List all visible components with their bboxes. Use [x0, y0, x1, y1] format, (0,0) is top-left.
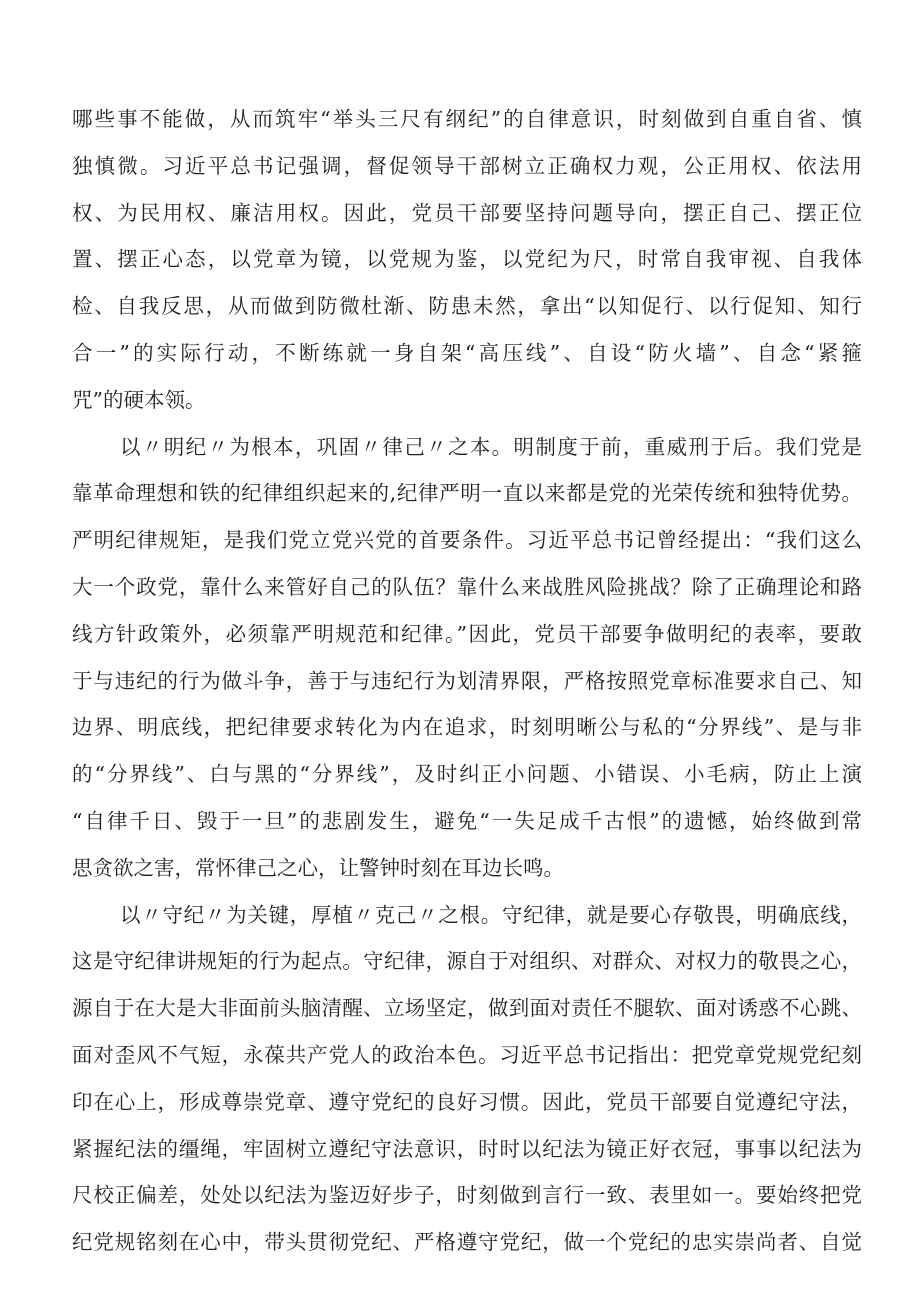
- paragraph-2-line-7: 边界、明底线，把纪律要求转化为内在追求，时刻明晰公与私的“分界线”、是与非: [72, 715, 862, 740]
- paragraph-3-line-2: 这是守纪律讲规矩的行为起点。守纪律，源自于对组织、对群众、对权力的敬畏之心，: [72, 949, 862, 974]
- paragraph-1-line-1: 哪些事不能做，从而筑牢“举头三尺有纲纪”的自律意识，时刻做到自重自省、慎: [72, 107, 862, 131]
- paragraph-3-line-1: 以〃守纪〃为关键，厚植〃克己〃之根。守纪律，就是要心存敬畏，明确底线，: [120, 902, 862, 927]
- paragraph-3-line-3: 源自于在大是大非面前头脑清醒、立场坚定，做到面对责任不腿软、面对诱惑不心跳、: [72, 996, 862, 1021]
- paragraph-2-line-5: 线方针政策外，必须靠严明规范和纪律。”因此，党员干部要争做明纪的表率，要敢: [72, 621, 862, 646]
- paragraph-2-line-1: 以〃明纪〃为根本，巩固〃律己〃之本。明制度于前，重威刑于后。我们党是: [120, 434, 862, 459]
- paragraph-1-line-5: 检、自我反思，从而做到防微杜渐、防患未然，拿出“以知促行、以行促知、知行: [72, 294, 862, 319]
- paragraph-2-line-4: 大一个政党，靠什么来管好自己的队伍？靠什么来战胜风险挑战？除了正确理论和路: [72, 574, 862, 599]
- paragraph-2-line-2: 靠革命理想和铁的纪律组织起来的,纪律严明一直以来都是党的光荣传统和独特优势。: [72, 481, 862, 506]
- document-body: [72, 96, 862, 1266]
- paragraph-2-line-6: 于与违纪的行为做斗争，善于与违纪行为划清界限，严格按照党章标准要求自己、知: [72, 668, 862, 693]
- paragraph-3-line-6: 紧握纪法的缰绳，牢固树立遵纪守法意识，时时以纪法为镜正好衣冠，事事以纪法为: [72, 1136, 862, 1161]
- paragraph-1-line-7: 咒”的硬本领。: [72, 387, 206, 412]
- paragraph-3-line-5: 印在心上，形成尊崇党章、遵守党纪的良好习惯。因此，党员干部要自觉遵纪守法，: [72, 1089, 862, 1114]
- paragraph-1-line-6: 合一”的实际行动，不断练就一身自架“高压线”、自设“防火墙”、自念“紧箍: [72, 340, 862, 365]
- paragraph-1-line-2: 独慎微。习近平总书记强调，督促领导干部树立正确权力观，公正用权、依法用: [72, 153, 862, 178]
- paragraph-2-line-10: 思贪欲之害，常怀律己之心，让警钟时刻在耳边长鸣。: [72, 855, 564, 880]
- paragraph-2-line-8: 的“分界线”、白与黑的“分界线”，及时纠正小问题、小错误、小毛病，防止上演: [72, 762, 862, 787]
- paragraph-2-line-9: “自律千日、毁于一旦”的悲剧发生，避免“一失足成千古恨”的遗憾，始终做到常: [72, 808, 862, 833]
- paragraph-3-line-4: 面对歪风不气短，永葆共产党人的政治本色。习近平总书记指出：把党章党规党纪刻: [72, 1042, 862, 1067]
- paragraph-1-line-3: 权、为民用权、廉洁用权。因此，党员干部要坚持问题导向，摆正自己、摆正位: [72, 200, 862, 225]
- paragraph-1-line-4: 置、摆正心态，以党章为镜，以党规为鉴，以党纪为尺，时常自我审视、自我体: [72, 247, 862, 272]
- paragraph-3-line-8: 纪党规铭刻在心中，带头贯彻党纪、严格遵守党纪，做一个党纪的忠实崇尚者、自觉: [72, 1230, 862, 1255]
- paragraph-3-line-7: 尺校正偏差，处处以纪法为鉴迈好步子，时刻做到言行一致、表里如一。要始终把党: [72, 1183, 862, 1208]
- paragraph-2-line-3: 严明纪律规矩，是我们党立党兴党的首要条件。习近平总书记曾经提出：“我们这么: [72, 528, 862, 553]
